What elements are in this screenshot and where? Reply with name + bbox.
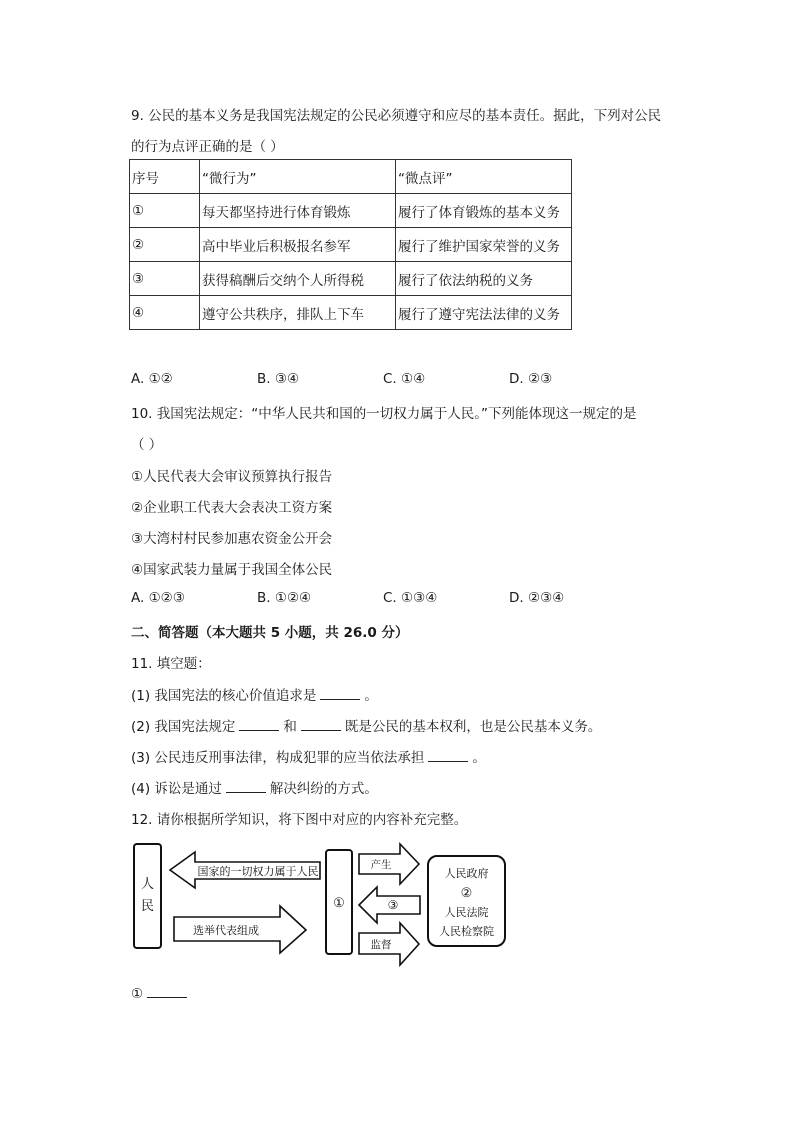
left-arrow-label: 国家的一切权力属于人民	[197, 865, 319, 878]
text: (3) 公民违反刑事法律，构成犯罪的应当依法承担	[131, 750, 425, 766]
answer-blank	[239, 718, 279, 731]
table-row	[130, 228, 572, 262]
q11-sub-1	[131, 684, 378, 704]
q10-stem-line1: 10. 我国宪法规定：“中华人民共和国的一切权力属于人民。”下列能体现这一规定的是	[131, 406, 637, 422]
table-row	[130, 194, 572, 228]
table-cell: ②	[130, 228, 200, 262]
q11-sub-4	[131, 777, 378, 797]
table-cell: ③	[130, 262, 200, 296]
circle3-label: ③	[387, 898, 399, 912]
q10-item-1: ①人民代表大会审议预算执行报告	[131, 469, 333, 485]
q11-sub-2	[131, 715, 601, 735]
q11-sub-3	[131, 746, 486, 766]
table-header-cell: “微行为”	[200, 160, 396, 194]
option-d: D. ②③④	[509, 590, 565, 606]
section-title: 二、简答题（本大题共 5 小题，共 26.0 分）	[131, 625, 409, 641]
table-cell: ④	[130, 296, 200, 330]
answer-blank	[320, 687, 360, 700]
q9-table	[129, 159, 572, 330]
option-a: A. ①②③	[131, 590, 185, 606]
center-label: ①	[333, 896, 345, 911]
q10-options	[131, 590, 635, 606]
option-c: C. ①③④	[383, 590, 438, 606]
text: 。	[364, 688, 378, 704]
table-header-row	[130, 160, 572, 194]
text: 。	[472, 750, 486, 766]
table-cell: ①	[130, 194, 200, 228]
organ-label: 人民检察院	[439, 925, 494, 938]
table-cell: 履行了依法纳税的义务	[396, 262, 572, 296]
organ-label: 人民政府	[444, 867, 489, 880]
people-label-1: 人	[140, 877, 155, 892]
text: 既是公民的基本权利，也是公民基本义务。	[344, 719, 602, 735]
table-cell: 获得稿酬后交纳个人所得税	[200, 262, 396, 296]
table-header-cell: “微点评”	[396, 160, 572, 194]
table-cell: 履行了遵守宪法法律的义务	[396, 296, 572, 330]
q10-item-4: ④国家武装力量属于我国全体公民	[131, 562, 333, 578]
text: (4) 诉讼是通过	[131, 781, 222, 797]
answer-blank	[428, 749, 468, 762]
right-arrow-label: 选举代表组成	[193, 924, 259, 937]
answer-blank	[147, 985, 187, 998]
text: 和	[283, 719, 297, 735]
produce-label: 产生	[370, 859, 392, 871]
q11-stem: 11. 填空题：	[131, 656, 211, 672]
q9-stem-line2: 的行为点评正确的是（ ）	[131, 139, 284, 155]
text: (1) 我国宪法的核心价值追求是	[131, 688, 317, 704]
table-cell: 履行了体育锻炼的基本义务	[396, 194, 572, 228]
option-b: B. ①②④	[257, 590, 312, 606]
q12-stem: 12. 请你根据所学知识，将下图中对应的内容补充完整。	[131, 812, 468, 828]
state-power-diagram	[130, 838, 510, 970]
organ-label: 人民法院	[444, 906, 489, 919]
q10-item-2: ②企业职工代表大会表决工资方案	[131, 500, 333, 516]
table-cell: 每天都坚持进行体育锻炼	[200, 194, 396, 228]
people-box	[134, 844, 161, 948]
q10-stem-line2: （ ）	[131, 437, 163, 453]
text: 解决纠纷的方式。	[269, 781, 378, 797]
q9-stem-line1: 9. 公民的基本义务是我国宪法规定的公民必须遵守和应尽的基本责任。据此，下列对公民	[131, 108, 662, 124]
answer-label: ①	[131, 986, 144, 1002]
q10-item-3: ③大湾村村民参加惠农资金公开会	[131, 531, 333, 547]
table-cell: 高中毕业后积极报名参军	[200, 228, 396, 262]
option-a: A. ①②	[131, 371, 173, 387]
table-cell: 履行了维护国家荣誉的义务	[396, 228, 572, 262]
table-header-cell: 序号	[130, 160, 200, 194]
answer-blank	[301, 718, 341, 731]
people-label-2: 民	[140, 899, 155, 914]
answer-blank	[226, 780, 266, 793]
table-cell: 遵守公共秩序，排队上下车	[200, 296, 396, 330]
q9-options	[131, 371, 635, 387]
table-row	[130, 296, 572, 330]
option-b: B. ③④	[257, 371, 300, 387]
table-row	[130, 262, 572, 296]
supervise-label: 监督	[370, 939, 392, 951]
organ-label: ②	[460, 886, 473, 901]
option-d: D. ②③	[509, 371, 553, 387]
option-c: C. ①④	[383, 371, 426, 387]
q12-answer-line	[131, 985, 191, 1002]
text: (2) 我国宪法规定	[131, 719, 236, 735]
